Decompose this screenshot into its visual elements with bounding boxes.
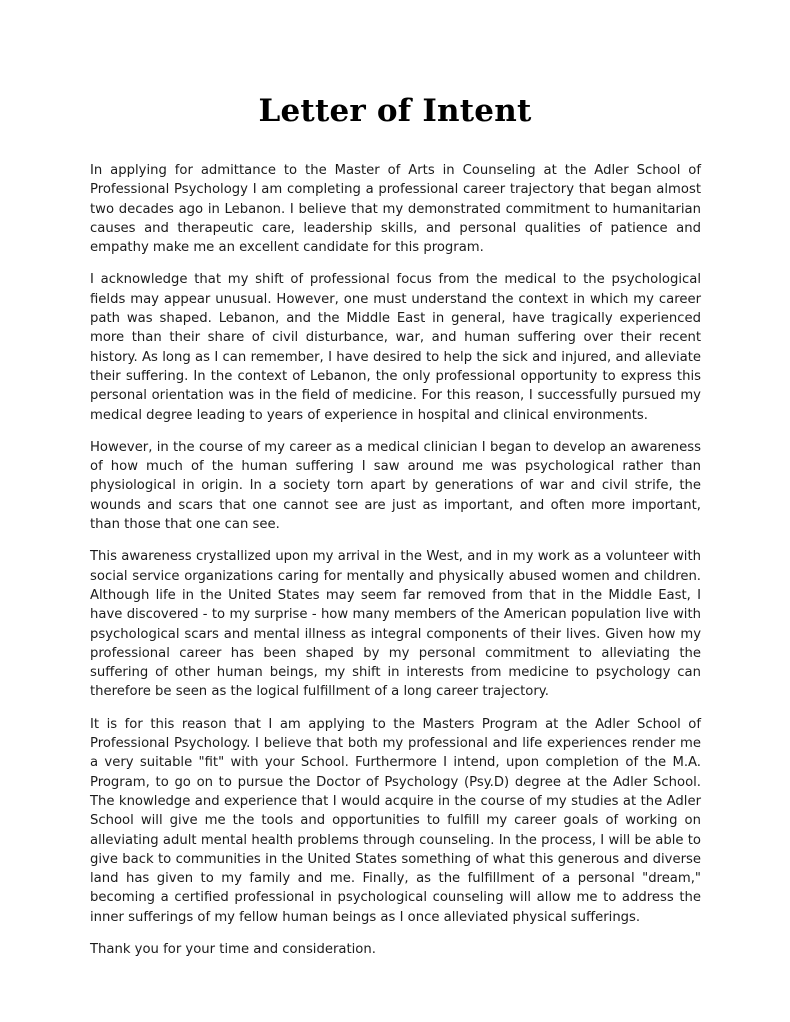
page-title: Letter of Intent	[258, 93, 532, 129]
paragraph-3: However, in the course of my career as a medical clinician I began to develop an awareness of how much of the human suffering I saw around me was psychological rather than physiological in origin. In a society torn apart by generations of war and civil strife, the wounds and scars that one cannot see are just as important, and often more important, than those that one can see.	[90, 439, 701, 533]
paragraph-1: In applying for admittance to the Master of Arts in Counseling at the Adler School of Professional Psychology I am completing a professional career trajectory that began almost two decades ago in Lebanon. I believe that my demonstrated commitment to humanitarian causes and therapeutic care, leadership skills, and personal qualities of patience and empathy make me an excellent candidate for this program.	[90, 163, 701, 256]
closing-line: Thank you for your time and consideration.	[90, 941, 376, 957]
letter-body	[90, 161, 701, 959]
paragraph-5: It is for this reason that I am applying to the Masters Program at the Adler School of Professional Psychology. I believe that both my professional and life experiences render me a very suitable "fit" with your School. Furthermore I intend, upon completion of the M.A. Program, to go on to pursue the Doctor of Psychology (Psy.D) degree at the Adler School. The knowledge and experience that I would acquire in the course of my studies at the Adler School will give me the tools and opportunities to fulfill my career goals of working on alleviating adult mental health problems through counseling. In the process, I will be able to give back to communities in the United States something of what this generous and diverse land has given to my family and me. Finally, as the fulfillment of a personal "dream," becoming a certified professional in psychological counseling will allow me to address the inner sufferings of my fellow human beings as I once alleviated physical sufferings.	[90, 716, 701, 925]
paragraph-2: I acknowledge that my shift of professional focus from the medical to the psychological fields may appear unusual. However, one must understand the context in which my career path was shaped. Lebanon, and the Middle East in general, have tragically experienced more than their share of civil disturbance, war, and human suffering over their recent history. As long as I can remember, I have desired to help the sick and injured, and alleviate their suffering. In the context of Lebanon, the only professional opportunity to express this personal orientation was in the field of medicine. For this reason, I successfully pursued my medical degree leading to years of experience in hospital and clinical environments.	[90, 272, 701, 423]
paragraph-4: This awareness crystallized upon my arrival in the West, and in my work as a volunteer with social service organizations caring for mentally and physically abused women and children. Although life in the United States may seem far removed from that in the Middle East, I have discovered - to my surprise - how many members of the American population live with psychological scars and mental illness as integral components of their lives. Given how my professional career has been shaped by my personal commitment to alleviating the suffering of other human beings, my shift in interests from medicine to psychology can therefore be seen as the logical fulfillment of a long career trajectory.	[90, 549, 701, 700]
